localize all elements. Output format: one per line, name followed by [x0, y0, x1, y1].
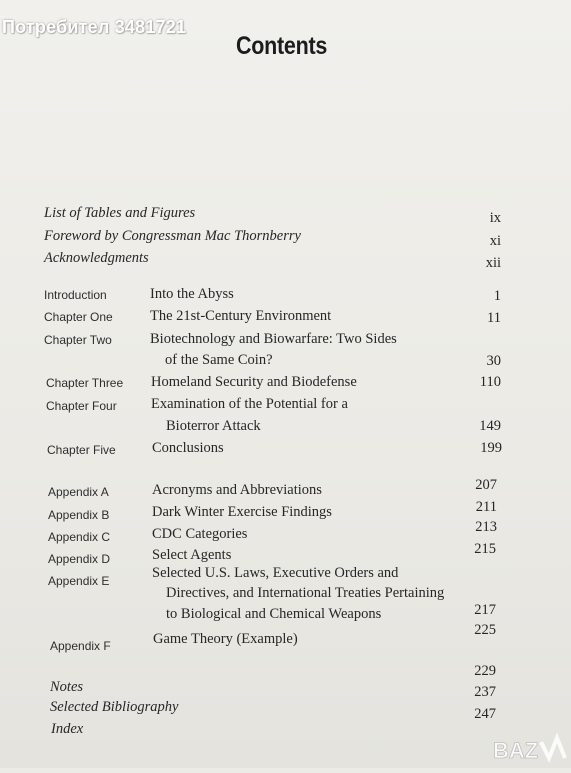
toc-appendix-title: Select Agents [152, 547, 232, 563]
toc-page-number: xii [485, 255, 501, 271]
toc-entry-title: Notes [50, 679, 84, 695]
toc-appendix-label: Appendix D [48, 552, 111, 566]
toc-page-number: 149 [479, 418, 501, 434]
toc-chapter-title-cont: Bioterror Attack [166, 418, 261, 434]
toc-entry-title: List of Tables and Figures [44, 205, 196, 221]
svg-text:BAZ: BAZ [493, 738, 539, 763]
toc-page-number: 30 [486, 353, 501, 369]
toc-page-number: 1 [493, 288, 501, 304]
toc-chapter-title: Examination of the Potential for a [151, 396, 348, 412]
toc-page-number: 215 [474, 541, 496, 557]
toc-chapter-label: Chapter Two [44, 333, 112, 347]
toc-appendix-title-cont: Directives, and International Treaties Pertaining [166, 585, 445, 601]
page-title: Contents [236, 32, 328, 60]
toc-page-number: 213 [475, 519, 497, 535]
toc-appendix-title: Acronyms and Abbreviations [152, 482, 322, 498]
toc-page-number: 199 [480, 440, 502, 456]
toc-chapter-label: Chapter Three [46, 376, 124, 390]
toc-chapter-title: Homeland Security and Biodefense [151, 374, 357, 390]
toc-page-number: 207 [475, 477, 497, 493]
toc-entry-title: Foreword by Congressman Mac Thornberry [44, 228, 301, 244]
toc-chapter-title-cont: of the Same Coin? [165, 352, 273, 368]
bazar-logo [491, 728, 571, 768]
toc-page-number: 225 [474, 622, 496, 638]
toc-page-number: 237 [474, 684, 496, 700]
toc-chapter-label: Chapter One [44, 310, 113, 324]
toc-entry-title: Acknowledgments [44, 250, 149, 266]
toc-appendix-label: Appendix B [48, 508, 110, 522]
toc-appendix-title: Dark Winter Exercise Findings [152, 504, 332, 520]
toc-page-number: 211 [475, 499, 497, 515]
toc-chapter-title: Biotechnology and Biowarfare: Two Sides [150, 331, 397, 347]
toc-entry-title: Index [51, 721, 84, 737]
toc-appendix-label: Appendix C [48, 530, 111, 544]
toc-chapter-title: Conclusions [152, 440, 224, 456]
toc-page-number: 247 [474, 706, 496, 722]
toc-appendix-label: Appendix F [50, 639, 111, 653]
toc-appendix-title: CDC Categories [152, 526, 248, 542]
toc-chapter-title: The 21st-Century Environment [150, 308, 332, 324]
toc-chapter-title: Into the Abyss [150, 286, 234, 302]
toc-chapter-label: Introduction [44, 288, 107, 302]
user-watermark: Потребител 3481721 [2, 17, 187, 37]
toc-chapter-label: Chapter Four [46, 399, 117, 413]
toc-page-number: 229 [474, 663, 496, 679]
toc-appendix-label: Appendix A [48, 485, 109, 499]
toc-page-number: 110 [479, 374, 501, 390]
toc-page-number: ix [489, 210, 501, 226]
toc-page-number: 11 [487, 310, 501, 326]
toc-page-number: xi [489, 233, 501, 249]
toc-appendix-label: Appendix E [48, 574, 110, 588]
toc-appendix-title-cont: to Biological and Chemical Weapons [166, 606, 382, 622]
toc-page-number: 217 [474, 602, 496, 618]
toc-appendix-title: Game Theory (Example) [153, 631, 298, 647]
toc-entry-title: Selected Bibliography [50, 699, 179, 715]
toc-appendix-title: Selected U.S. Laws, Executive Orders and [152, 565, 399, 581]
toc-chapter-label: Chapter Five [47, 443, 116, 457]
